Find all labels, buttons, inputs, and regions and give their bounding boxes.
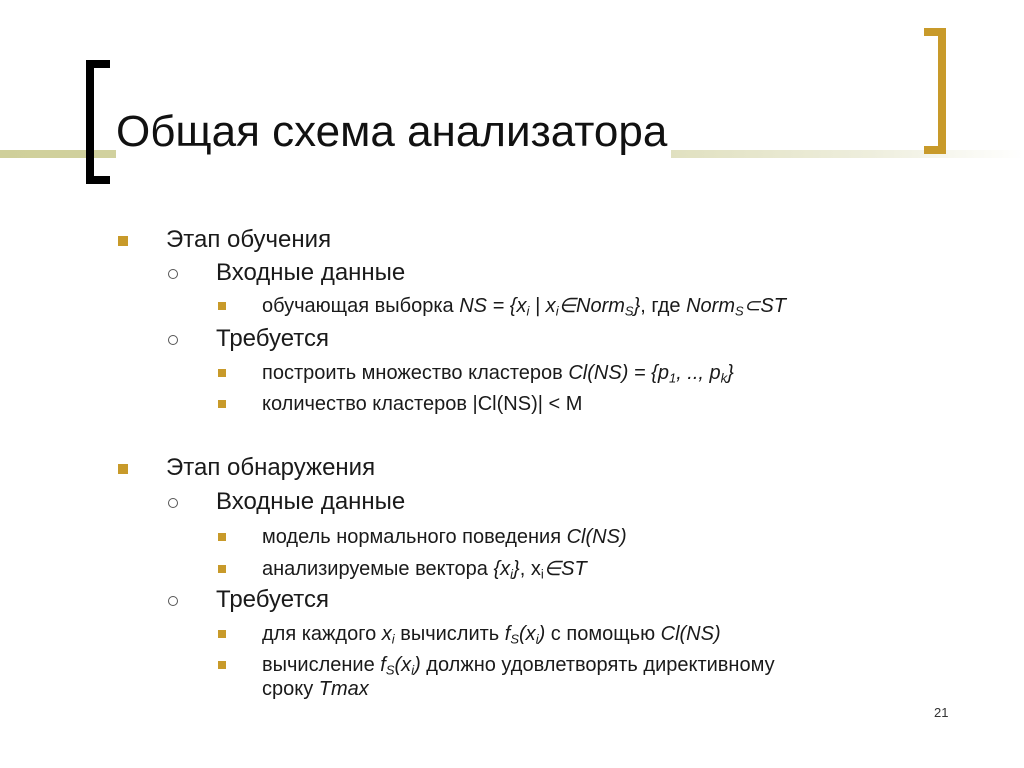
detection-required-item-2-continuation: сроку Tmax xyxy=(262,678,369,700)
small-square-bullet-icon xyxy=(218,630,226,638)
left-bracket-decoration xyxy=(86,60,110,184)
small-square-bullet-icon xyxy=(218,661,226,669)
detection-required-heading: Требуется xyxy=(216,586,329,613)
right-bracket-decoration xyxy=(924,28,946,154)
circle-bullet-icon xyxy=(168,335,178,345)
small-square-bullet-icon xyxy=(218,369,226,377)
page-number: 21 xyxy=(934,705,949,720)
circle-bullet-icon xyxy=(168,269,178,279)
detection-input-heading: Входные данные xyxy=(216,488,406,515)
detection-required-item-2: вычисление $f_S(x_i)$ должно удовлетворять директивному xyxy=(262,654,775,678)
slide-title: Общая схема анализатора xyxy=(116,104,671,160)
learning-stage-heading: Этап обучения xyxy=(166,226,332,253)
learning-required-heading: Требуется xyxy=(216,325,329,352)
learning-required-item-1: построить множество кластеров $Cl(NS) = \{p_1$, .., $p_k$} xyxy=(262,362,734,386)
square-bullet-icon xyxy=(118,464,128,474)
learning-required-item-2: количество кластеров |Cl(NS)| < M xyxy=(262,393,583,415)
detection-input-item-1: модель нормального поведения Cl(NS) xyxy=(262,526,627,548)
circle-bullet-icon xyxy=(168,596,178,606)
detection-stage-heading: Этап обнаружения xyxy=(166,454,376,481)
circle-bullet-icon xyxy=(168,498,178,508)
square-bullet-icon xyxy=(118,236,128,246)
small-square-bullet-icon xyxy=(218,533,226,541)
learning-input-item: обучающая выборка NS = {$x_i$ | $x_i\in Norm_S$}, где Norm$_S$⊂ST xyxy=(262,295,786,319)
detection-input-item-2: анализируемые вектора $\{x_i\}$, $x_i\in ST$ xyxy=(262,558,587,582)
small-square-bullet-icon xyxy=(218,302,226,310)
learning-input-heading: Входные данные xyxy=(216,259,406,286)
small-square-bullet-icon xyxy=(218,565,226,573)
detection-required-item-1: для каждого $x_i$ вычислить $f_S(x_i)$ с помощью Cl(NS) xyxy=(262,623,721,647)
small-square-bullet-icon xyxy=(218,400,226,408)
